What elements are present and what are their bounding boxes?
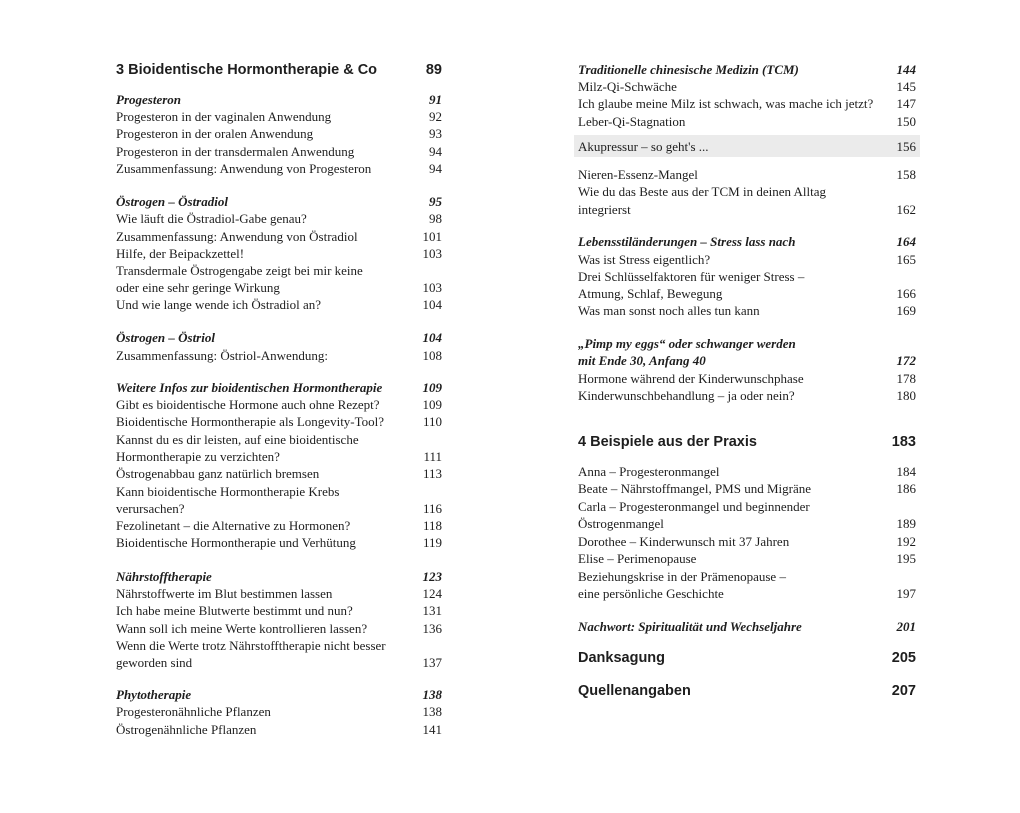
toc-entry[interactable]: [578, 138, 916, 155]
toc-entry[interactable]: [578, 95, 916, 112]
entry-title: Phytotherapie: [116, 686, 192, 702]
page-number: 124: [422, 585, 442, 601]
page-number: 137: [422, 654, 442, 670]
entry-title: 3 Bioidentische Hormontherapie & Co: [116, 62, 378, 78]
page-number: 183: [891, 434, 916, 450]
entry-title: Dorothee – Kinderwunsch mit 37 Jahren: [578, 533, 790, 549]
toc-entry[interactable]: [578, 550, 916, 567]
toc-entry[interactable]: [116, 448, 442, 465]
page-number: 205: [891, 650, 916, 666]
toc-entry[interactable]: [578, 515, 916, 532]
entry-title: Nachwort: Spiritualität und Wechseljahre: [578, 618, 802, 634]
entry-title: Zusammenfassung: Anwendung von Östradiol: [116, 228, 358, 244]
toc-entry[interactable]: [578, 201, 916, 218]
entry-title: Leber-Qi-Stagnation: [578, 113, 686, 129]
page-number: 201: [896, 618, 916, 634]
page-number: 98: [429, 210, 442, 226]
page-number: 101: [422, 228, 442, 244]
toc-entry[interactable]: [116, 620, 442, 637]
page-number: 108: [422, 347, 442, 363]
entry-title: Anna – Progesteronmangel: [578, 463, 720, 479]
section-heading[interactable]: [578, 233, 916, 250]
toc-entry[interactable]: [578, 113, 916, 130]
page-number: 165: [896, 251, 916, 267]
entry-title: Östrogenabbau ganz natürlich bremsen: [116, 465, 320, 481]
toc-entry[interactable]: [116, 228, 442, 245]
toc-entry[interactable]: [578, 285, 916, 302]
section-heading[interactable]: [116, 568, 442, 585]
chapter-heading[interactable]: [578, 681, 916, 701]
entry-title: Weitere Infos zur bioidentischen Hormontherapie: [116, 379, 383, 395]
page-number: 164: [896, 233, 916, 249]
page-number: 118: [422, 517, 442, 533]
toc-entry[interactable]: [578, 533, 916, 550]
page-number: 207: [891, 683, 916, 699]
section-heading[interactable]: [116, 686, 442, 703]
page-number: 109: [422, 396, 442, 412]
toc-entry[interactable]: [116, 465, 442, 482]
section-heading[interactable]: [116, 193, 442, 210]
toc-entry[interactable]: [578, 387, 916, 404]
toc-entry[interactable]: [578, 302, 916, 319]
toc-entry[interactable]: [116, 602, 442, 619]
section-heading[interactable]: [116, 91, 442, 108]
toc-entry[interactable]: [116, 125, 442, 142]
toc-entry[interactable]: [578, 268, 916, 285]
toc-entry[interactable]: [116, 637, 442, 654]
page-number: 131: [422, 602, 442, 618]
page-number: 116: [422, 500, 442, 516]
toc-entry[interactable]: [116, 143, 442, 160]
entry-title: Zusammenfassung: Östriol-Anwendung:: [116, 347, 328, 363]
page-number: 138: [422, 703, 442, 719]
entry-title: Östrogenähnliche Pflanzen: [116, 721, 257, 737]
entry-title: Was ist Stress eigentlich?: [578, 251, 711, 267]
entry-title: mit Ende 30, Anfang 40: [578, 352, 706, 368]
toc-entry[interactable]: [116, 431, 442, 448]
entry-title: Ich habe meine Blutwerte bestimmt und nun?: [116, 602, 353, 618]
entry-title: Fezolinetant – die Alternative zu Hormonen?: [116, 517, 351, 533]
chapter-heading[interactable]: [578, 648, 916, 668]
toc-entry[interactable]: [578, 166, 916, 183]
section-heading[interactable]: [116, 329, 442, 346]
page-number: 138: [422, 686, 442, 702]
page-number: 145: [896, 78, 916, 94]
toc-entry[interactable]: [116, 396, 442, 413]
section-heading[interactable]: [578, 618, 916, 635]
page-number: 184: [896, 463, 916, 479]
entry-title: Nieren-Essenz-Mangel: [578, 166, 698, 182]
section-heading[interactable]: [578, 335, 916, 352]
page-number: 186: [896, 480, 916, 496]
page-number: 111: [423, 448, 442, 464]
page-number: 91: [429, 91, 442, 107]
entry-title: Zusammenfassung: Anwendung von Progesteron: [116, 160, 372, 176]
toc-entry[interactable]: [116, 413, 442, 430]
page-number: 197: [896, 585, 916, 601]
page-number: 95: [429, 193, 442, 209]
toc-entry[interactable]: [116, 654, 442, 671]
page-number: 104: [422, 329, 442, 345]
entry-title: Kann bioidentische Hormontherapie Krebs: [116, 483, 340, 499]
entry-title: oder eine sehr geringe Wirkung: [116, 279, 280, 295]
entry-title: Hilfe, der Beipackzettel!: [116, 245, 245, 261]
toc-entry[interactable]: [116, 703, 442, 720]
entry-title: Traditionelle chinesische Medizin (TCM): [578, 61, 799, 77]
page-number: 150: [896, 113, 916, 129]
entry-title: Wann soll ich meine Werte kontrollieren lassen?: [116, 620, 368, 636]
page-number: 147: [896, 95, 916, 111]
entry-title: Östrogenmangel: [578, 515, 664, 531]
toc-entry[interactable]: [116, 210, 442, 227]
page-number: 169: [896, 302, 916, 318]
entry-title: Kinderwunschbehandlung – ja oder nein?: [578, 387, 795, 403]
page-number: 195: [896, 550, 916, 566]
toc-entry[interactable]: [578, 498, 916, 515]
section-heading[interactable]: [116, 379, 442, 396]
entry-title: 4 Beispiele aus der Praxis: [578, 434, 757, 450]
toc-entry[interactable]: [578, 568, 916, 585]
entry-title: Was man sonst noch alles tun kann: [578, 302, 760, 318]
page-number: 180: [896, 387, 916, 403]
entry-title: Progesteron in der oralen Anwendung: [116, 125, 314, 141]
entry-title: Progesteron: [116, 91, 181, 107]
page-number: 123: [422, 568, 442, 584]
entry-title: Elise – Perimenopause: [578, 550, 697, 566]
entry-title: Und wie lange wende ich Östradiol an?: [116, 296, 322, 312]
page-number: 141: [422, 721, 442, 737]
entry-title: Quellenangaben: [578, 683, 691, 699]
page-number: 94: [429, 143, 442, 159]
toc-entry[interactable]: [116, 483, 442, 500]
page-number: 94: [429, 160, 442, 176]
toc-entry[interactable]: [116, 296, 442, 313]
entry-title: Östrogen – Östradiol: [116, 193, 228, 209]
toc-entry[interactable]: [578, 370, 916, 387]
entry-title: Progesteronähnliche Pflanzen: [116, 703, 271, 719]
entry-title: Wenn die Werte trotz Nährstofftherapie nicht besser: [116, 637, 386, 653]
toc-entry[interactable]: [578, 183, 916, 200]
page-number: 89: [425, 62, 442, 78]
toc-entry[interactable]: [116, 245, 442, 262]
entry-title: verursachen?: [116, 500, 185, 516]
entry-title: Bioidentische Hormontherapie und Verhütung: [116, 534, 356, 550]
toc-entry[interactable]: [578, 251, 916, 268]
page-number: 158: [896, 166, 916, 182]
page-number: 103: [422, 279, 442, 295]
entry-title: Kannst du es dir leisten, auf eine bioidentische: [116, 431, 359, 447]
entry-title: Drei Schlüsselfaktoren für weniger Stress –: [578, 268, 805, 284]
page-number: 113: [422, 465, 442, 481]
page-number: 192: [896, 533, 916, 549]
page-number: 104: [422, 296, 442, 312]
entry-title: Nährstofftherapie: [116, 568, 212, 584]
page-number: 166: [896, 285, 916, 301]
page-number: 92: [429, 108, 442, 124]
page-number: 103: [422, 245, 442, 261]
page-number: 172: [896, 352, 916, 368]
entry-title: integrierst: [578, 201, 631, 217]
page-number: 144: [896, 61, 916, 77]
page-number: 156: [896, 138, 916, 154]
toc-entry[interactable]: [116, 262, 442, 279]
toc-entry[interactable]: [116, 721, 442, 738]
entry-title: „Pimp my eggs“ oder schwanger werden: [578, 335, 796, 351]
entry-title: Wie läuft die Östradiol-Gabe genau?: [116, 210, 307, 226]
section-heading[interactable]: [578, 61, 916, 78]
toc-entry[interactable]: [578, 585, 916, 602]
page-number: 162: [896, 201, 916, 217]
entry-title: Wie du das Beste aus der TCM in deinen Alltag: [578, 183, 826, 199]
entry-title: Östrogen – Östriol: [116, 329, 215, 345]
entry-title: Bioidentische Hormontherapie als Longevity-Tool?: [116, 413, 385, 429]
page-number: 189: [896, 515, 916, 531]
toc-entry[interactable]: [116, 534, 442, 551]
toc-entry[interactable]: [116, 585, 442, 602]
entry-title: Milz-Qi-Schwäche: [578, 78, 677, 94]
toc-entry[interactable]: [578, 463, 916, 480]
entry-title: Ich glaube meine Milz ist schwach, was mache ich jetzt?: [578, 95, 874, 111]
toc-entry[interactable]: [578, 480, 916, 497]
entry-title: Akupressur – so geht's ...: [578, 138, 709, 154]
entry-title: Gibt es bioidentische Hormone auch ohne Rezept?: [116, 396, 380, 412]
entry-title: Progesteron in der transdermalen Anwendung: [116, 143, 355, 159]
chapter-heading[interactable]: [578, 432, 916, 452]
page-number: 110: [422, 413, 442, 429]
entry-title: Danksagung: [578, 650, 666, 666]
toc-entry[interactable]: [116, 517, 442, 534]
page-number: 178: [896, 370, 916, 386]
entry-title: geworden sind: [116, 654, 193, 670]
toc-entry[interactable]: [578, 78, 916, 95]
toc-entry[interactable]: [116, 347, 442, 364]
entry-title: Atmung, Schlaf, Bewegung: [578, 285, 723, 301]
entry-title: Carla – Progesteronmangel und beginnender: [578, 498, 810, 514]
page-number: 119: [422, 534, 442, 550]
page-number: 136: [422, 620, 442, 636]
section-heading[interactable]: [578, 352, 916, 369]
page-number: 93: [429, 125, 442, 141]
page-number: 109: [422, 379, 442, 395]
entry-title: Lebensstiländerungen – Stress lass nach: [578, 233, 796, 249]
toc-entry[interactable]: [116, 500, 442, 517]
entry-title: Transdermale Östrogengabe zeigt bei mir keine: [116, 262, 363, 278]
entry-title: Hormone während der Kinderwunschphase: [578, 370, 804, 386]
entry-title: Beziehungskrise in der Prämenopause –: [578, 568, 786, 584]
entry-title: Hormontherapie zu verzichten?: [116, 448, 280, 464]
entry-title: Beate – Nährstoffmangel, PMS und Migräne: [578, 480, 811, 496]
entry-title: Nährstoffwerte im Blut bestimmen lassen: [116, 585, 333, 601]
entry-title: Progesteron in der vaginalen Anwendung: [116, 108, 332, 124]
toc-entry[interactable]: [116, 108, 442, 125]
toc-entry[interactable]: [116, 279, 442, 296]
toc-entry[interactable]: [116, 160, 442, 177]
entry-title: eine persönliche Geschichte: [578, 585, 724, 601]
chapter-heading[interactable]: [116, 60, 442, 80]
